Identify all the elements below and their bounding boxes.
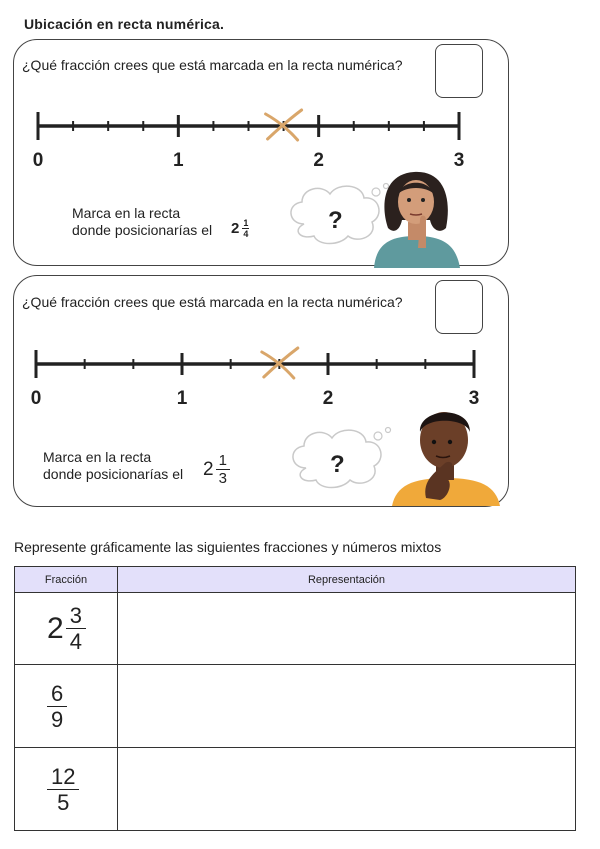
thought-cloud-icon [284,424,396,496]
tick-label: 3 [453,150,465,171]
mixed-whole: 2 [47,611,64,645]
mixed-number [231,218,249,239]
instruction [43,449,183,483]
mixed-fraction [242,218,249,239]
mixed-whole: 2 [231,220,240,237]
instruction-line-2: donde posicionarías el [72,222,213,238]
representation-cell[interactable] [118,665,576,748]
mixed-number [203,452,230,487]
answer-box[interactable] [435,44,483,98]
denominator: 4 [243,229,249,239]
mixed-whole: 2 [203,458,214,480]
numerator: 1 [218,452,227,469]
exercise-card-1 [13,39,509,266]
question-text: ¿Qué fracción crees que está marcada en la recta numérica? [22,294,403,310]
question-mark: ? [328,207,343,234]
girl-thinking-icon [366,164,466,268]
instruction-line-2: donde posicionarías el [43,466,184,482]
table-row [15,665,576,748]
mixed-fraction [216,452,230,487]
denominator: 4 [69,629,82,654]
fraction-value [15,764,117,815]
answer-box[interactable] [435,280,483,334]
fraction-cell [15,748,118,831]
tick-label: 1 [173,150,184,171]
question-mark: ? [330,451,345,478]
fraction-cell [15,593,118,665]
worksheet-title: Ubicación en recta numérica. [24,16,225,32]
fraction [47,681,67,732]
tick-label: 3 [468,388,480,409]
mixed-number [15,603,117,654]
representation-table [14,566,576,831]
exercise-card-2 [13,275,509,507]
instruction-line-1: Marca en la recta [43,449,152,465]
denominator: 3 [218,470,227,487]
table-row [15,593,576,665]
representation-cell[interactable] [118,593,576,665]
tick-label: 0 [30,388,42,409]
numerator: 6 [51,680,64,706]
tick-label: 0 [32,150,44,171]
number-line[interactable] [14,338,510,410]
denominator: 9 [51,706,64,732]
fraction [47,764,79,815]
fraction-cell [15,665,118,748]
tick-label: 1 [176,388,188,409]
instruction [72,205,212,239]
number-line-svg[interactable] [14,102,510,172]
tick-label: 2 [313,150,324,171]
denominator: 5 [57,789,70,815]
fraction-value [15,681,117,732]
header-fraccion: Fracción [15,567,118,593]
numerator: 3 [69,603,82,628]
number-line-svg[interactable] [14,338,510,410]
numerator: 12 [51,763,76,789]
task-instruction: Represente gráficamente las siguientes fracciones y números mixtos [14,539,442,555]
header-representacion: Representación [118,567,576,593]
question-text: ¿Qué fracción crees que está marcada en la recta numérica? [22,57,403,73]
numerator: 1 [243,218,249,228]
boy-thinking-icon [386,402,506,506]
representation-cell[interactable] [118,748,576,831]
fraction [66,603,86,654]
number-line[interactable] [14,102,510,172]
instruction-line-1: Marca en la recta [72,205,181,221]
tick-label: 2 [322,388,334,409]
table-row [15,748,576,831]
